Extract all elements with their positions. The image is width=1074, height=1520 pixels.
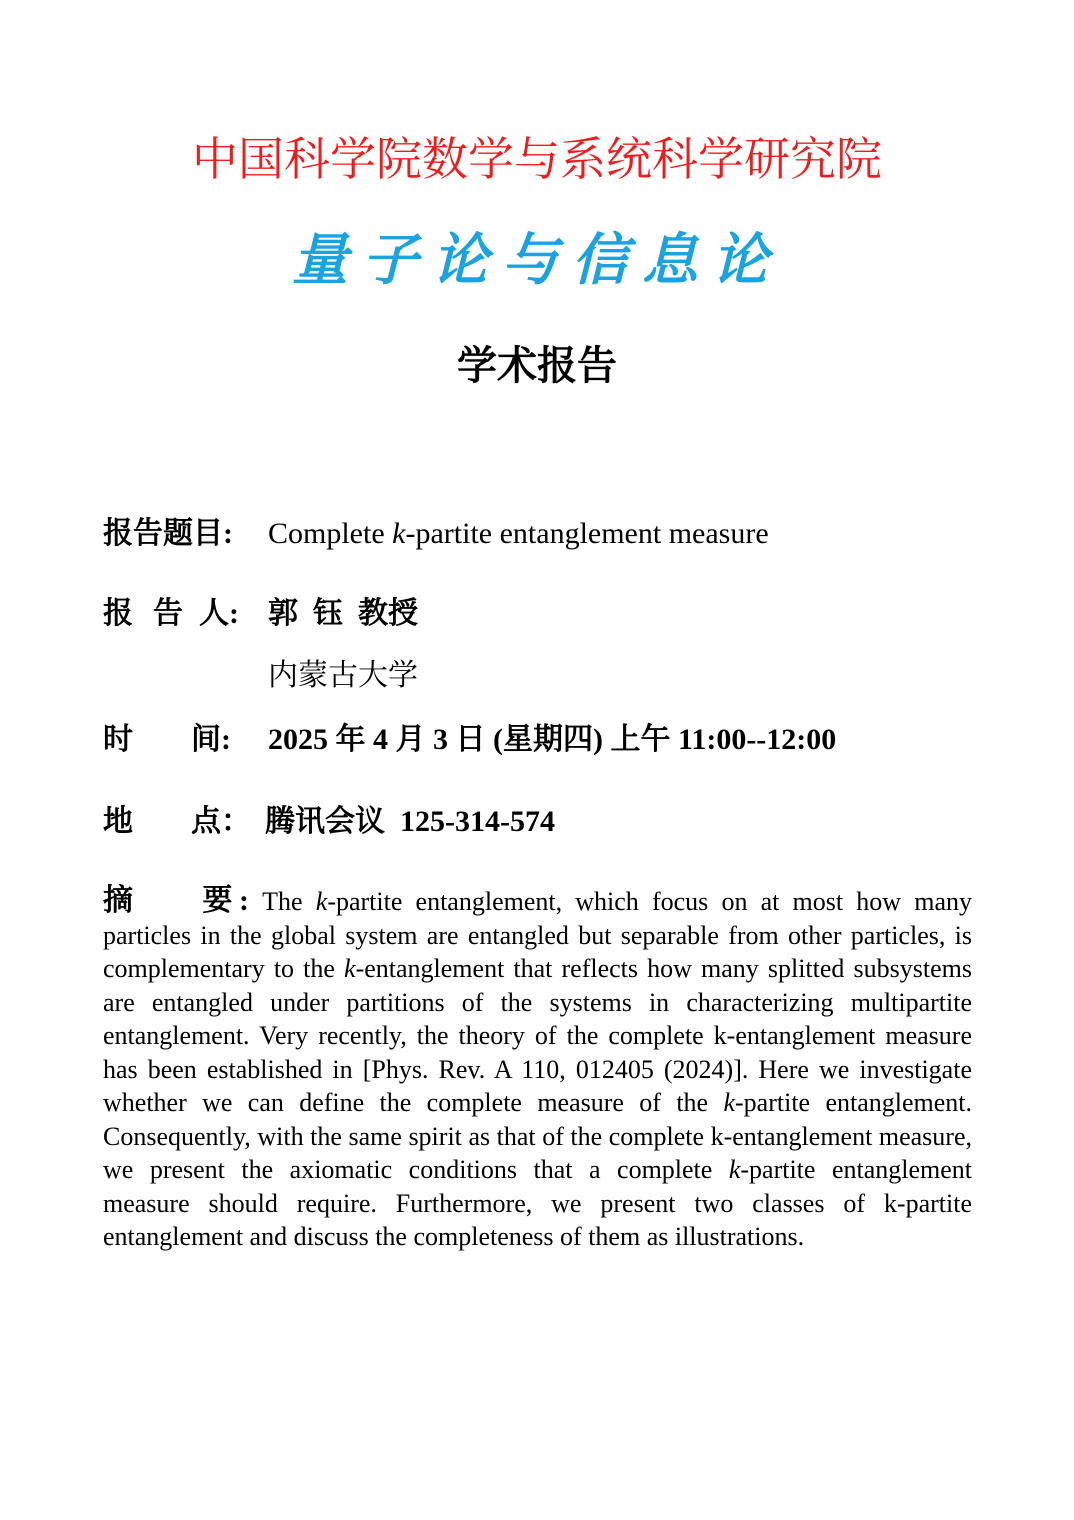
abstract-math-1: k: [315, 887, 328, 916]
title-label: 报告题目:: [103, 517, 233, 550]
abstract-text-3: -entanglement that reflects how many splitted subsystems are entangled under partitions of the systems in characterizing multipartite entanglement. Very recently, the theory of the complete k-entanglement measure has been established in [Phys. Rev. A 110, 012405 (2024)]. Here we investigate whether we can define the complete measure of the: [103, 954, 972, 1117]
abstract-math-3: k: [723, 1088, 736, 1117]
time-label: [103, 720, 231, 760]
place-label-char-2: 点：: [191, 805, 251, 838]
speaker-label: [103, 594, 239, 634]
speaker-label-char-2: 告: [153, 597, 183, 630]
abstract: [103, 884, 972, 1254]
report-type-heading: 学术报告: [457, 343, 617, 388]
place-label: [103, 802, 251, 842]
institute-title: 中国科学院数学与系统科学研究院: [192, 134, 882, 185]
event-place: 腾讯会议 125-314-574: [265, 805, 555, 838]
speaker-label-char-3: 人:: [199, 597, 239, 630]
speaker-name: 郭 钰 教授: [268, 597, 418, 630]
time-label-char-2: 间:: [191, 723, 231, 756]
abstract-math-4: k: [728, 1155, 741, 1184]
abstract-text-5: -partite entanglement measure should require. Furthermore, we present two classes of k-partite entanglement and discuss the completeness of them as illustrations.: [103, 1155, 972, 1251]
talk-title-post: -partite entanglement measure: [405, 517, 769, 550]
talk-title: [268, 514, 769, 554]
seminar-series-title: 量子论与信息论: [292, 230, 782, 292]
abstract-text-4: -partite entanglement. Consequently, with the same spirit as that of the complete k-entanglement measure, we present the axiomatic conditions that a complete: [103, 1088, 973, 1184]
talk-title-math: k: [392, 517, 406, 550]
abstract-label-char-2: 要:: [195, 884, 249, 917]
abstract-math-2: k: [344, 954, 356, 983]
time-label-char-1: 时: [103, 723, 133, 756]
place-label-char-1: 地: [103, 805, 133, 838]
speaker-affiliation: 内蒙古大学: [268, 659, 418, 692]
abstract-text-1: The: [262, 887, 316, 916]
abstract-text-2: -partite entanglement, which focus on at most how many particles in the global system are entangled but separable from other particles, is complementary to the: [103, 887, 972, 983]
talk-title-pre: Complete: [268, 517, 393, 550]
speaker-label-char-1: 报: [103, 597, 133, 630]
abstract-label-char-1: 摘: [103, 884, 140, 917]
event-time: 2025 年 4 月 3 日 (星期四) 上午 11:00--12:00: [268, 723, 837, 756]
abstract-label: [103, 884, 249, 917]
